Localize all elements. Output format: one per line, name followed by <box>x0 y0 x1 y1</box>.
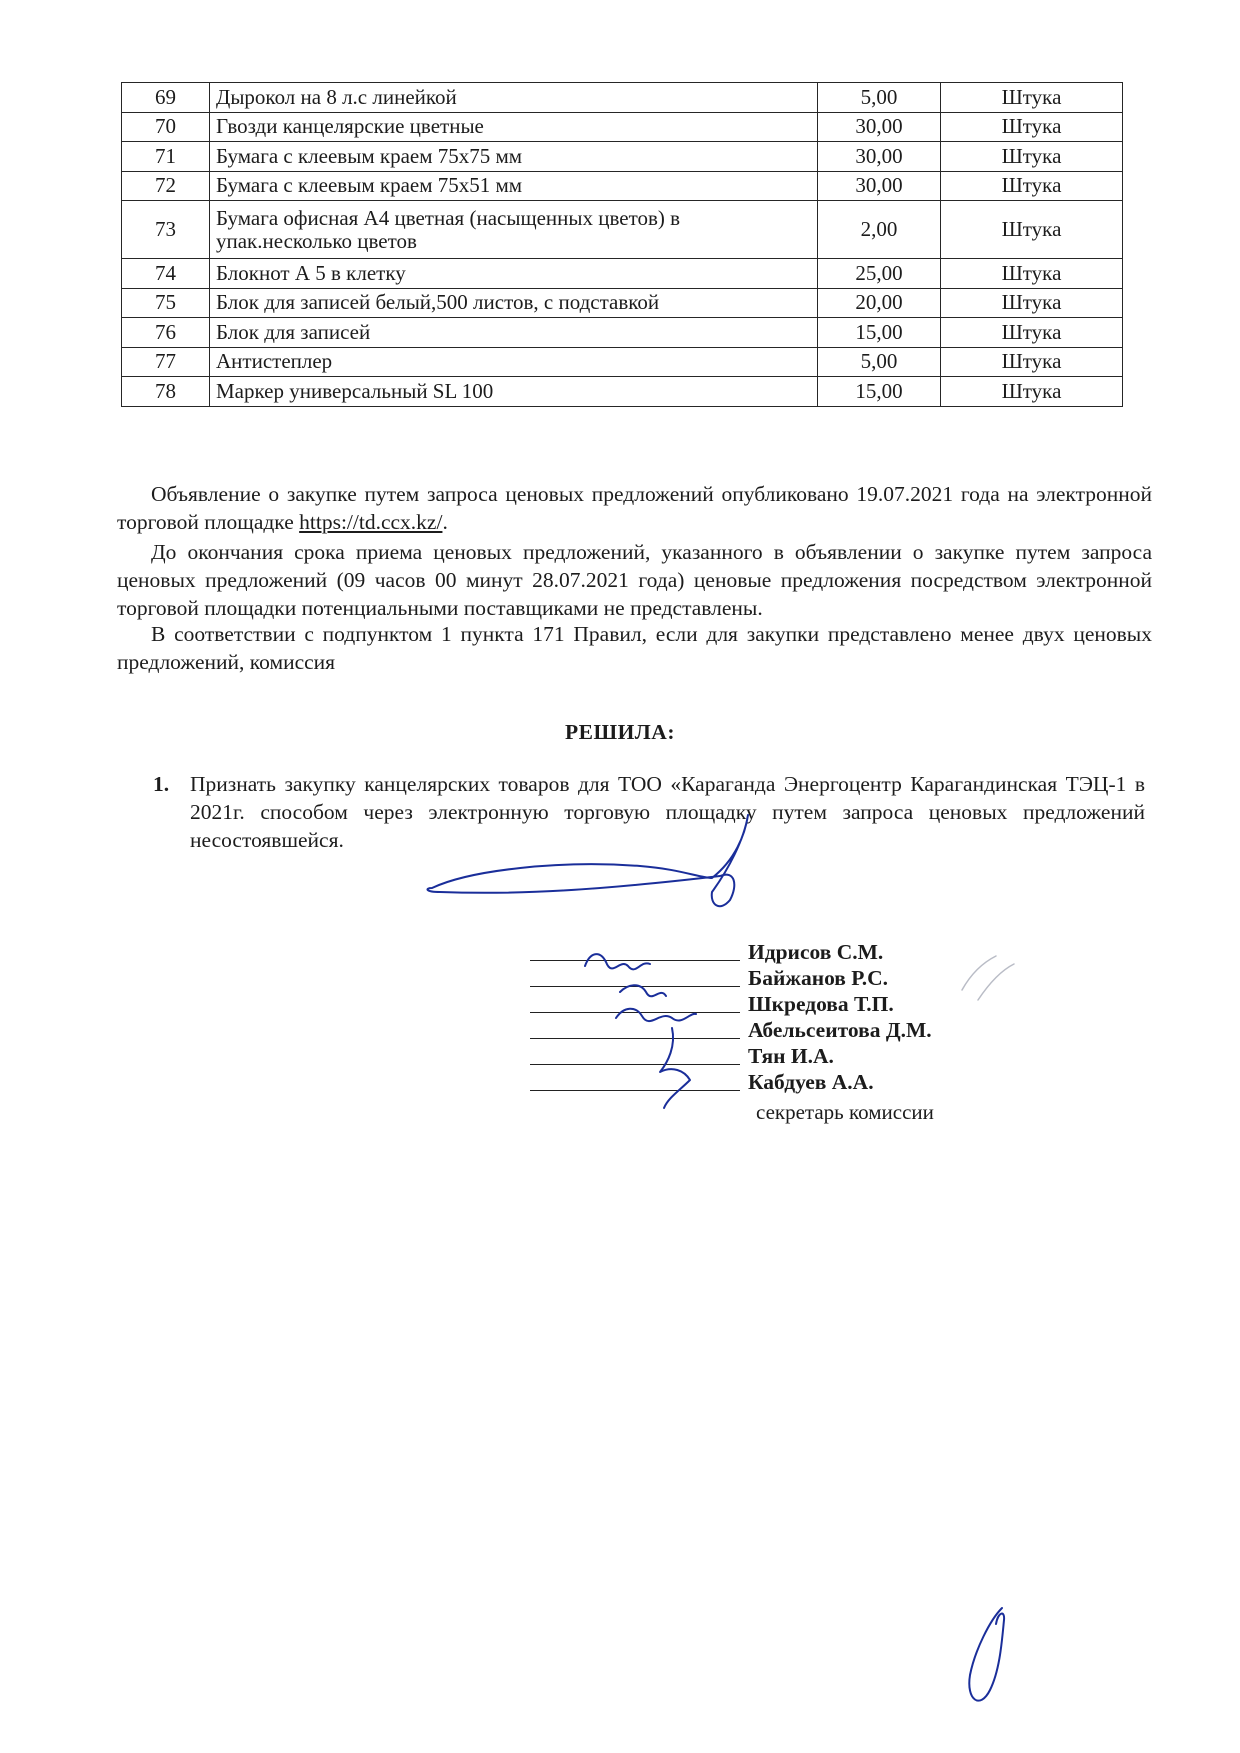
item-quantity: 5,00 <box>818 83 941 113</box>
signatory-name: Абельсеитова Д.М. <box>748 1018 932 1042</box>
items-table-body <box>122 83 1123 407</box>
announcement-paragraph <box>117 480 1152 536</box>
deadline-paragraph: До окончания срока приема ценовых предложений, указанного в объявлении о закупке путем запроса ценовых предложений (09 часов 00 минут 28.07.2021 года) ценовые предложения посредством электронной торговой площадки потенциальными поставщиками не представлены. <box>117 540 1152 620</box>
item-quantity: 5,00 <box>818 347 941 377</box>
item-quantity: 25,00 <box>818 259 941 289</box>
item-unit: Штука <box>941 288 1123 318</box>
item-unit: Штука <box>941 201 1123 259</box>
row-number: 76 <box>122 318 210 348</box>
item-unit: Штука <box>941 112 1123 142</box>
trading-platform-link[interactable]: https://td.ccx.kz/ <box>299 510 443 534</box>
item-unit: Штука <box>941 318 1123 348</box>
signature-stroke-1 <box>585 954 650 969</box>
table-row <box>122 83 1123 113</box>
row-number: 70 <box>122 112 210 142</box>
item-name: Антистеплер <box>210 347 818 377</box>
decision-item-text: Признать закупку канцелярских товаров для ТОО «Караганда Энергоцентр Карагандинская ТЭЦ-1 в 2021г. способом через электронную торговую площадку путем запроса ценовых предложений несостоявшейся. <box>190 772 1145 852</box>
item-unit: Штука <box>941 142 1123 172</box>
item-name: Гвозди канцелярские цветные <box>210 112 818 142</box>
table-row <box>122 201 1123 259</box>
signature-line <box>530 1064 740 1065</box>
table-row <box>122 318 1123 348</box>
signature-stroke-3 <box>616 1009 696 1021</box>
item-quantity: 20,00 <box>818 288 941 318</box>
signature-stroke-4 <box>660 1028 690 1108</box>
decision-item-number: 1. <box>153 772 170 796</box>
row-number: 71 <box>122 142 210 172</box>
signature-line <box>530 1038 740 1039</box>
signatory-name: Байжанов Р.С. <box>748 966 889 990</box>
row-number: 73 <box>122 201 210 259</box>
items-table <box>121 82 1123 407</box>
row-number: 75 <box>122 288 210 318</box>
item-unit: Штука <box>941 347 1123 377</box>
item-quantity: 30,00 <box>818 142 941 172</box>
announcement-text-end: . <box>442 510 448 534</box>
table-row <box>122 347 1123 377</box>
signatory-name: Кабдуев А.А. <box>748 1070 874 1094</box>
item-quantity: 15,00 <box>818 377 941 407</box>
item-quantity: 2,00 <box>818 201 941 259</box>
table-row <box>122 288 1123 318</box>
item-name: Дырокол на 8 л.с линейкой <box>210 83 818 113</box>
item-unit: Штука <box>941 259 1123 289</box>
table-row <box>122 259 1123 289</box>
table-row <box>122 112 1123 142</box>
item-name: Бумага офисная А4 цветная (насыщенных цветов) в упак.несколько цветов <box>210 201 818 259</box>
signature-line <box>530 960 740 961</box>
signature-stroke-5 <box>962 956 1014 1000</box>
signatory-name: Идрисов С.М. <box>748 940 884 964</box>
item-name: Блок для записей белый,500 листов, с подставкой <box>210 288 818 318</box>
table-row <box>122 377 1123 407</box>
item-name: Блок для записей <box>210 318 818 348</box>
item-unit: Штука <box>941 171 1123 201</box>
row-number: 77 <box>122 347 210 377</box>
rules-paragraph: В соответствии с подпунктом 1 пункта 171 Правил, если для закупки представлено менее двух ценовых предложений, комиссия <box>117 622 1152 674</box>
item-name: Бумага с клеевым краем 75х75 мм <box>210 142 818 172</box>
row-number: 74 <box>122 259 210 289</box>
table-row <box>122 142 1123 172</box>
row-number: 78 <box>122 377 210 407</box>
item-unit: Штука <box>941 377 1123 407</box>
secretary-label: секретарь комиссии <box>756 1100 934 1124</box>
table-row <box>122 171 1123 201</box>
signatory-name: Шкредова Т.П. <box>748 992 894 1016</box>
announcement-text: Объявление о закупке путем запроса ценовых предложений опубликовано 19.07.2021 года на электронной торговой площадке <box>117 482 1152 534</box>
item-quantity: 15,00 <box>818 318 941 348</box>
signature-line <box>530 1090 740 1091</box>
item-quantity: 30,00 <box>818 171 941 201</box>
item-name: Бумага с клеевым краем 75х51 мм <box>210 171 818 201</box>
initials-mark <box>969 1608 1004 1701</box>
item-name: Маркер универсальный SL 100 <box>210 377 818 407</box>
row-number: 69 <box>122 83 210 113</box>
decision-heading: РЕШИЛА: <box>564 720 675 744</box>
item-unit: Штука <box>941 83 1123 113</box>
signatory-name: Тян И.А. <box>748 1044 834 1068</box>
signature-line <box>530 986 740 987</box>
item-quantity: 30,00 <box>818 112 941 142</box>
row-number: 72 <box>122 171 210 201</box>
signature-line <box>530 1012 740 1013</box>
item-name: Блокнот А 5 в клетку <box>210 259 818 289</box>
